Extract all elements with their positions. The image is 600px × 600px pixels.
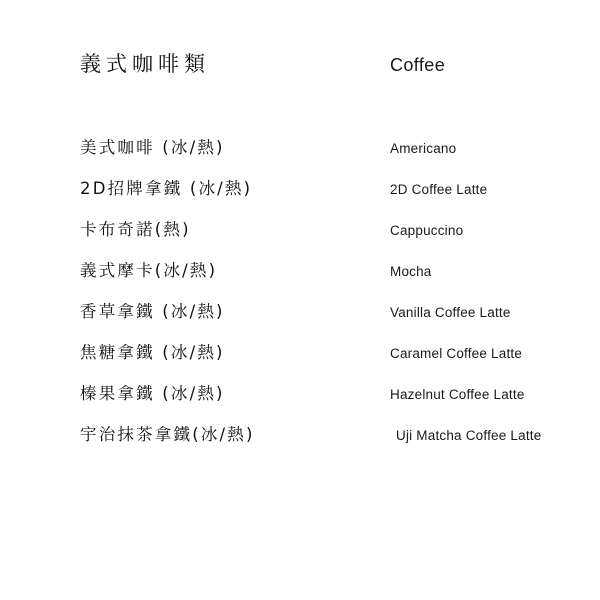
menu-item-name-english: Caramel Coffee Latte (390, 346, 523, 361)
menu-item (80, 298, 560, 322)
menu-item-name-chinese: 義式摩卡(冰/熱) (80, 261, 218, 280)
section-title-english: Coffee (390, 55, 446, 75)
menu-item (80, 380, 560, 404)
menu-item-name-english: Cappuccino (390, 223, 464, 238)
menu-item-name-chinese: 焦糖拿鐵 (冰/熱) (80, 343, 225, 362)
menu-item-name-english: 2D Coffee Latte (390, 182, 488, 197)
menu-item-name-english: Uji Matcha Coffee Latte (396, 428, 542, 443)
menu-item (80, 134, 560, 158)
menu-item (80, 175, 560, 199)
menu-item-name-chinese: 美式咖啡 (冰/熱) (80, 138, 225, 157)
menu-item-name-english: Mocha (390, 264, 432, 279)
menu-item (80, 257, 560, 281)
menu-item-name-chinese: 宇治抹茶拿鐵(冰/熱) (80, 425, 255, 444)
menu-item (80, 216, 560, 240)
menu-item-name-english: Americano (390, 141, 457, 156)
menu-item-name-chinese: 卡布奇諾(熱) (80, 220, 191, 239)
menu-item (80, 421, 560, 445)
menu-item-name-english: Hazelnut Coffee Latte (390, 387, 525, 402)
menu-item-list (80, 134, 560, 445)
menu-item-name-chinese: 2D招牌拿鐵 (冰/熱) (80, 179, 253, 198)
section-header (80, 48, 560, 78)
menu-item-name-english: Vanilla Coffee Latte (390, 305, 511, 320)
menu-item-name-chinese: 香草拿鐵 (冰/熱) (80, 302, 225, 321)
menu-content (80, 48, 560, 462)
section-title-chinese: 義式咖啡類 (80, 52, 210, 76)
menu-item-name-chinese: 榛果拿鐵 (冰/熱) (80, 384, 225, 403)
menu-item (80, 339, 560, 363)
